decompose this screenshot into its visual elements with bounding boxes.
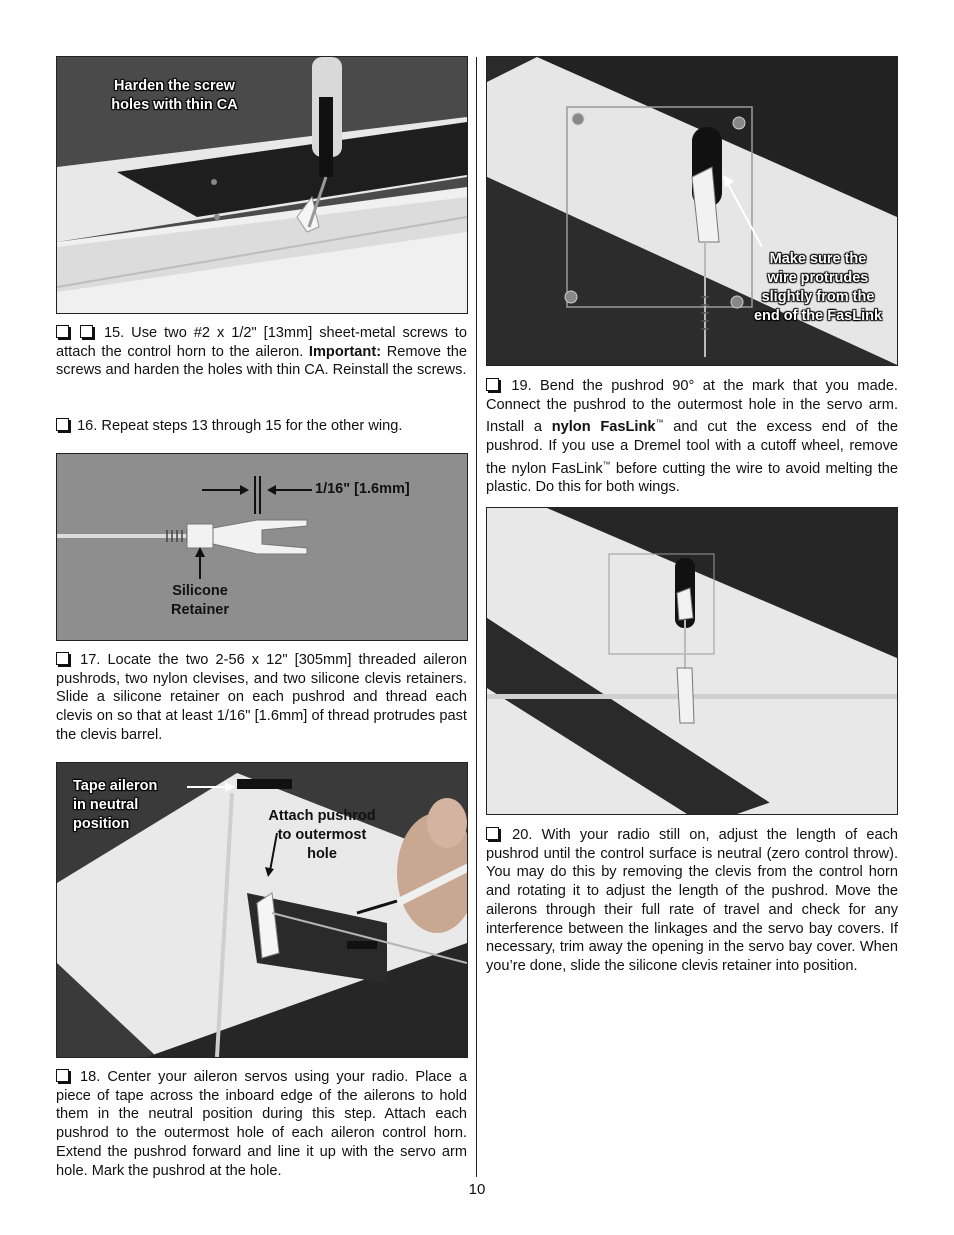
checkbox-icon[interactable]: [56, 652, 69, 665]
step-16-text: 16. Repeat steps 13 through 15 for the other wing.: [77, 418, 403, 434]
step-18-text: 18. Center your aileron servos using your radio. Place a piece of tape across the inboard edge of the ailerons to hold them in the neutral position during this step. Attach each pushrod to the outermost hole of each aileron control horn. Extend the pushrod forward and line it up with the servo arm hole. Mark the pushrod at the hole.: [56, 1069, 467, 1179]
photo-faslink: [486, 56, 898, 366]
faslink-label-line: wire protrudes: [767, 270, 869, 286]
step-17-text: 17. Locate the two 2-56 x 12" [305mm] threaded aileron pushrods, two nylon clevises, and two silicone clevis retainers. Slide a silicone retainer on each pushrod and thread each clevis on so that at least 1/16" [1.6mm] of thread protrudes past the clevis barrel.: [56, 652, 467, 743]
checkbox-icon[interactable]: [56, 418, 69, 431]
tape-label-line: Tape aileron: [73, 778, 158, 794]
step-20: [486, 826, 898, 976]
pushrod-label-line: hole: [307, 846, 337, 862]
step-19-faslink: nylon FasLink: [551, 419, 656, 436]
step-19-text-a: 19. Bend the pushrod 90° at the mark that you made. Connect the pushrod to the outermost hole in the servo arm. Install a: [486, 378, 898, 436]
step-19-text-b: and cut the excess end of the pushrod. If you use a Dremel tool with a cutoff wheel, remove the nylon FasLink: [486, 419, 898, 477]
photo-clevis-retainer: [56, 453, 468, 641]
step-17: [56, 651, 467, 745]
faslink-label-line: end of the FasLink: [753, 308, 883, 324]
page-number: 10: [468, 1181, 486, 1198]
photo-wing-overview: [486, 507, 898, 815]
measure-label: 1/16" [1.6mm]: [315, 481, 410, 497]
retainer-label-line: Retainer: [170, 602, 230, 618]
step-15-text-b: Remove the screws and harden the holes with thin CA. Reinstall the screws.: [56, 343, 467, 379]
step-18: [56, 1068, 467, 1180]
step-20-text: 20. With your radio still on, adjust the length of each pushrod until the control surface is neutral (zero control throw). You may do this by removing the clevis from the control horn and rotating it to adjust the length of the pushrod. Move the ailerons through their full rate of travel and check for any interference between the linkages and the servo bay covers. If necessary, trim away the opening in the servo bay cover. When you’re done, slide the silicone clevis retainer into position.: [486, 827, 898, 974]
retainer-label-line: Silicone: [172, 583, 228, 599]
photo-tape-aileron: [56, 762, 468, 1058]
checkbox-icon[interactable]: [80, 325, 93, 338]
tape-label-line: position: [73, 816, 130, 832]
caption-line: holes with thin CA: [111, 97, 238, 113]
checkbox-icon[interactable]: [486, 827, 499, 840]
pushrod-label-line: to outermost: [277, 827, 367, 843]
photo-harden-screw-holes: [56, 56, 468, 314]
faslink-label-line: slightly from the: [761, 289, 875, 305]
step-15-important: Important:: [308, 343, 382, 360]
checkbox-icon[interactable]: [56, 325, 69, 338]
tape-label-line: in neutral: [73, 797, 139, 813]
caption-line: Harden the screw: [114, 78, 235, 94]
step-15: [56, 324, 467, 380]
column-divider: [476, 57, 477, 1177]
faslink-label-line: Make sure the: [769, 251, 867, 267]
checkbox-icon[interactable]: [56, 1069, 69, 1082]
step-15-text-a: 15. Use two #2 x 1/2" [13mm] sheet-metal screws to attach the control horn to the aileron.: [56, 325, 467, 360]
trademark: ™: [655, 418, 664, 428]
step-16: [56, 417, 467, 436]
pushrod-label-line: Attach pushrod: [268, 808, 376, 824]
checkbox-icon[interactable]: [486, 378, 499, 391]
step-19: [486, 377, 898, 497]
photo-wing-overview-image: [487, 508, 897, 814]
step-19-text-c: before cutting the wire to avoid melting the plastic. Do this for both wings.: [486, 460, 898, 496]
trademark: ™: [602, 459, 611, 469]
